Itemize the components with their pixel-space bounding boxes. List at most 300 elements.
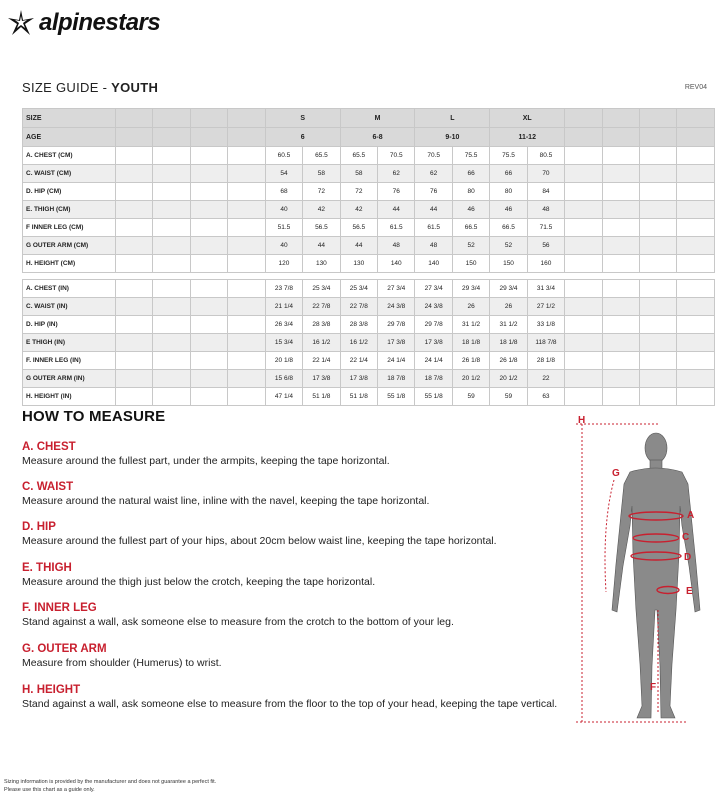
measure-title: A. CHEST [22, 441, 76, 453]
empty-cell [116, 219, 153, 237]
measure-value: 42 [340, 201, 377, 219]
empty-cell [677, 219, 715, 237]
size-header-row-value: S [265, 109, 340, 128]
empty-cell [190, 370, 227, 388]
empty-cell [190, 183, 227, 201]
empty-cell [153, 128, 190, 147]
empty-cell [640, 147, 677, 165]
empty-cell [602, 147, 639, 165]
measure-value: 22 1/4 [303, 352, 340, 370]
measure-item [22, 480, 429, 508]
empty-cell [153, 255, 190, 273]
measure-value: 48 [378, 237, 415, 255]
measure-value: 56 [527, 237, 564, 255]
empty-cell [677, 316, 715, 334]
empty-cell [228, 334, 265, 352]
empty-cell [677, 237, 715, 255]
measure-value: 60.5 [265, 147, 302, 165]
measure-value: 54 [265, 165, 302, 183]
empty-cell [677, 201, 715, 219]
measure-item [22, 642, 222, 670]
empty-cell [116, 109, 153, 128]
measure-item [22, 561, 375, 589]
row-label: F. INNER LEG (IN) [23, 352, 116, 370]
empty-cell [677, 280, 715, 298]
table-row [23, 183, 715, 201]
measure-value: 150 [490, 255, 527, 273]
empty-cell [602, 109, 639, 128]
measure-title: F. INNER LEG [22, 602, 97, 614]
measure-value: 44 [303, 237, 340, 255]
measure-value: 76 [378, 183, 415, 201]
measure-value: 46 [452, 201, 489, 219]
table-row [23, 298, 715, 316]
measure-value: 25 3/4 [303, 280, 340, 298]
measure-value: 66 [452, 165, 489, 183]
measure-value: 20 1/8 [265, 352, 302, 370]
page-title [22, 80, 158, 95]
empty-cell [640, 109, 677, 128]
measure-value: 22 [527, 370, 564, 388]
table-row [23, 316, 715, 334]
row-label: SIZE [23, 109, 116, 128]
empty-cell [565, 298, 602, 316]
empty-cell [228, 237, 265, 255]
measure-description: Stand against a wall, ask someone else to measure from the crotch to the bottom of your leg. [22, 616, 454, 628]
empty-cell [640, 334, 677, 352]
measure-value: 59 [490, 388, 527, 406]
age-header-row-value: 9-10 [415, 128, 490, 147]
empty-cell [602, 298, 639, 316]
empty-cell [190, 128, 227, 147]
measure-value: 160 [527, 255, 564, 273]
label-a: A [687, 510, 695, 521]
table-row [23, 334, 715, 352]
brand-name: alpinestars [39, 9, 161, 36]
empty-cell [565, 219, 602, 237]
measure-value: 76 [415, 183, 452, 201]
size-table-body [23, 109, 715, 406]
empty-cell [565, 147, 602, 165]
measure-value: 55 1/8 [378, 388, 415, 406]
empty-cell [190, 280, 227, 298]
measure-value: 58 [340, 165, 377, 183]
empty-cell [153, 183, 190, 201]
alpinestars-star-logo [6, 8, 36, 38]
measure-value: 26 [490, 298, 527, 316]
measure-value: 28 3/8 [340, 316, 377, 334]
measure-value: 150 [452, 255, 489, 273]
empty-cell [153, 237, 190, 255]
measure-value: 70.5 [415, 147, 452, 165]
measure-value: 22 7/8 [303, 298, 340, 316]
empty-cell [677, 352, 715, 370]
measure-description: Measure around the fullest part, under the armpits, keeping the tape horizontal. [22, 455, 390, 467]
measure-value: 27 1/2 [527, 298, 564, 316]
measure-value: 24 1/4 [378, 352, 415, 370]
empty-cell [190, 237, 227, 255]
revision-code: REV04 [684, 84, 707, 91]
measure-value: 61.5 [415, 219, 452, 237]
empty-cell [565, 201, 602, 219]
table-spacer [23, 273, 715, 280]
measure-value: 26 1/8 [452, 352, 489, 370]
size-table [22, 108, 715, 406]
empty-cell [228, 316, 265, 334]
empty-cell [153, 201, 190, 219]
table-row [23, 280, 715, 298]
label-e: E [686, 586, 693, 597]
measure-value: 16 1/2 [303, 334, 340, 352]
disclaimer-line-1: Sizing information is provided by the manufacturer and does not guarantee a perfect fit. [4, 779, 217, 785]
empty-cell [228, 147, 265, 165]
empty-cell [602, 280, 639, 298]
measure-value: 46 [490, 201, 527, 219]
measure-value: 22 7/8 [340, 298, 377, 316]
measure-title: D. HIP [22, 521, 56, 533]
empty-cell [602, 201, 639, 219]
empty-cell [228, 201, 265, 219]
empty-cell [565, 334, 602, 352]
row-label: D. HIP (CM) [23, 183, 116, 201]
measure-value: 33 1/8 [527, 316, 564, 334]
empty-cell [640, 352, 677, 370]
measure-value: 72 [303, 183, 340, 201]
brand-logo [6, 6, 186, 40]
measure-value: 52 [452, 237, 489, 255]
empty-cell [565, 165, 602, 183]
empty-cell [565, 128, 602, 147]
measure-item [22, 520, 497, 548]
empty-cell [602, 316, 639, 334]
how-to-measure-heading: HOW TO MEASURE [22, 408, 166, 425]
empty-cell [153, 370, 190, 388]
measure-value: 44 [415, 201, 452, 219]
empty-cell [640, 298, 677, 316]
measure-value: 29 7/8 [378, 316, 415, 334]
measure-value: 70 [527, 165, 564, 183]
empty-cell [640, 388, 677, 406]
empty-cell [565, 109, 602, 128]
empty-cell [228, 352, 265, 370]
size-header-row [23, 109, 715, 128]
empty-cell [228, 280, 265, 298]
measure-value: 29 3/4 [452, 280, 489, 298]
measure-value: 48 [415, 237, 452, 255]
size-header-row-value: L [415, 109, 490, 128]
row-label: C. WAIST (CM) [23, 165, 116, 183]
empty-cell [565, 280, 602, 298]
measure-value: 18 7/8 [378, 370, 415, 388]
empty-cell [153, 280, 190, 298]
measure-item [22, 601, 454, 629]
measure-description: Measure from shoulder (Humerus) to wrist. [22, 657, 222, 669]
row-label: E. THIGH (CM) [23, 201, 116, 219]
measure-value: 62 [378, 165, 415, 183]
empty-cell [602, 334, 639, 352]
row-label: H. HEIGHT (IN) [23, 388, 116, 406]
empty-cell [116, 316, 153, 334]
empty-cell [153, 352, 190, 370]
measure-value: 21 1/4 [265, 298, 302, 316]
measure-value: 56.5 [340, 219, 377, 237]
empty-cell [677, 109, 715, 128]
measure-item [22, 440, 390, 468]
empty-cell [116, 201, 153, 219]
measure-value: 71.5 [527, 219, 564, 237]
empty-cell [153, 334, 190, 352]
measure-value: 44 [340, 237, 377, 255]
age-header-row-value: 6 [265, 128, 340, 147]
measure-value: 130 [340, 255, 377, 273]
empty-cell [153, 298, 190, 316]
empty-cell [640, 316, 677, 334]
empty-cell [190, 109, 227, 128]
empty-cell [602, 219, 639, 237]
empty-cell [228, 298, 265, 316]
empty-cell [116, 237, 153, 255]
age-header-row-value: 11-12 [490, 128, 565, 147]
empty-cell [228, 109, 265, 128]
measure-value: 80 [452, 183, 489, 201]
table-row [23, 388, 715, 406]
measure-description: Stand against a wall, ask someone else to measure from the floor to the top of your head, keeping the tape vertical. [22, 698, 558, 710]
empty-cell [677, 165, 715, 183]
measure-description: Measure around the fullest part of your hips, about 20cm below waist line, keeping the tape horizontal. [22, 535, 497, 547]
measure-value: 18 1/8 [490, 334, 527, 352]
measure-value: 42 [303, 201, 340, 219]
empty-cell [116, 388, 153, 406]
measure-value: 15 6/8 [265, 370, 302, 388]
measure-value: 15 3/4 [265, 334, 302, 352]
measure-value: 31 1/2 [490, 316, 527, 334]
empty-cell [228, 165, 265, 183]
empty-cell [565, 316, 602, 334]
body-measurement-figure [568, 414, 718, 732]
empty-cell [640, 370, 677, 388]
measure-value: 48 [527, 201, 564, 219]
measure-value: 66.5 [490, 219, 527, 237]
empty-cell [153, 316, 190, 334]
empty-cell [228, 388, 265, 406]
empty-cell [116, 352, 153, 370]
measure-value: 31 3/4 [527, 280, 564, 298]
empty-cell [640, 255, 677, 273]
empty-cell [116, 128, 153, 147]
row-label: G OUTER ARM (IN) [23, 370, 116, 388]
measure-value: 72 [340, 183, 377, 201]
empty-cell [640, 219, 677, 237]
row-label: C. WAIST (IN) [23, 298, 116, 316]
measure-value: 44 [378, 201, 415, 219]
title-prefix: SIZE GUIDE [22, 80, 99, 95]
row-label: H. HEIGHT (CM) [23, 255, 116, 273]
measure-value: 20 1/2 [490, 370, 527, 388]
measure-value: 27 3/4 [415, 280, 452, 298]
measure-title: E. THIGH [22, 562, 72, 574]
empty-cell [228, 128, 265, 147]
measure-description: Measure around the natural waist line, inline with the navel, keeping the tape horizontal. [22, 495, 430, 507]
row-label: D. HIP (IN) [23, 316, 116, 334]
empty-cell [190, 165, 227, 183]
measure-value: 24 3/8 [415, 298, 452, 316]
measure-value: 58 [303, 165, 340, 183]
empty-cell [116, 147, 153, 165]
size-header-row-value: XL [490, 109, 565, 128]
measure-value: 26 1/8 [490, 352, 527, 370]
measure-value: 80.5 [527, 147, 564, 165]
empty-cell [153, 109, 190, 128]
measure-value: 27 3/4 [378, 280, 415, 298]
row-label: AGE [23, 128, 116, 147]
suit-figure-svg [568, 414, 718, 732]
empty-cell [602, 237, 639, 255]
measure-title: H. HEIGHT [22, 684, 81, 696]
measure-value: 75.5 [452, 147, 489, 165]
empty-cell [677, 388, 715, 406]
empty-cell [190, 352, 227, 370]
measure-value: 140 [415, 255, 452, 273]
measure-value: 26 [452, 298, 489, 316]
empty-cell [190, 334, 227, 352]
empty-cell [190, 316, 227, 334]
measure-value: 17 3/8 [378, 334, 415, 352]
measure-title: C. WAIST [22, 481, 74, 493]
measure-value: 66 [490, 165, 527, 183]
empty-cell [602, 370, 639, 388]
empty-cell [565, 388, 602, 406]
measure-value: 65.5 [340, 147, 377, 165]
measure-value: 26 3/4 [265, 316, 302, 334]
empty-cell [602, 255, 639, 273]
table-row [23, 352, 715, 370]
empty-cell [565, 237, 602, 255]
measure-value: 84 [527, 183, 564, 201]
spacer-cell [23, 273, 715, 280]
empty-cell [565, 255, 602, 273]
empty-cell [640, 183, 677, 201]
empty-cell [116, 334, 153, 352]
empty-cell [565, 183, 602, 201]
empty-cell [228, 255, 265, 273]
measure-value: 63 [527, 388, 564, 406]
empty-cell [640, 280, 677, 298]
empty-cell [677, 147, 715, 165]
measure-value: 59 [452, 388, 489, 406]
table-row [23, 370, 715, 388]
row-label: G OUTER ARM (CM) [23, 237, 116, 255]
empty-cell [677, 334, 715, 352]
empty-cell [602, 352, 639, 370]
empty-cell [677, 183, 715, 201]
empty-cell [602, 183, 639, 201]
measure-value: 55 1/8 [415, 388, 452, 406]
empty-cell [602, 388, 639, 406]
empty-cell [677, 255, 715, 273]
empty-cell [602, 165, 639, 183]
measure-value: 28 1/8 [527, 352, 564, 370]
measure-value: 23 7/8 [265, 280, 302, 298]
title-separator: - [98, 80, 112, 95]
empty-cell [640, 237, 677, 255]
label-g: G [612, 468, 620, 479]
empty-cell [153, 388, 190, 406]
measure-value: 18 1/8 [452, 334, 489, 352]
measure-value: 31 1/2 [452, 316, 489, 334]
measure-value: 56.5 [303, 219, 340, 237]
measure-value: 65.5 [303, 147, 340, 165]
empty-cell [153, 147, 190, 165]
measure-value: 118 7/8 [527, 334, 564, 352]
empty-cell [190, 255, 227, 273]
table-row [23, 237, 715, 255]
empty-cell [228, 219, 265, 237]
empty-cell [565, 370, 602, 388]
disclaimer-line-2: Please use this chart as a guide only. [4, 787, 95, 793]
empty-cell [190, 147, 227, 165]
empty-cell [190, 298, 227, 316]
empty-cell [116, 370, 153, 388]
empty-cell [116, 183, 153, 201]
label-c: C [682, 532, 690, 543]
measure-value: 51 1/8 [303, 388, 340, 406]
empty-cell [677, 370, 715, 388]
disclaimer [4, 778, 216, 794]
measure-value: 16 1/2 [340, 334, 377, 352]
empty-cell [640, 128, 677, 147]
empty-cell [565, 352, 602, 370]
measure-value: 120 [265, 255, 302, 273]
measure-value: 47 1/4 [265, 388, 302, 406]
measure-value: 40 [265, 237, 302, 255]
empty-cell [153, 219, 190, 237]
empty-cell [116, 280, 153, 298]
measure-value: 80 [490, 183, 527, 201]
empty-cell [116, 255, 153, 273]
measure-value: 130 [303, 255, 340, 273]
row-label: E THIGH (IN) [23, 334, 116, 352]
age-header-row-value: 6-8 [340, 128, 415, 147]
measure-value: 40 [265, 201, 302, 219]
row-label: A. CHEST (IN) [23, 280, 116, 298]
measure-value: 29 7/8 [415, 316, 452, 334]
measure-value: 68 [265, 183, 302, 201]
measure-value: 24 3/8 [378, 298, 415, 316]
label-h: H [578, 415, 586, 426]
empty-cell [153, 165, 190, 183]
table-row [23, 201, 715, 219]
measure-value: 75.5 [490, 147, 527, 165]
empty-cell [640, 201, 677, 219]
measure-value: 29 3/4 [490, 280, 527, 298]
measure-value: 20 1/2 [452, 370, 489, 388]
title-suffix: YOUTH [111, 80, 159, 95]
empty-cell [190, 388, 227, 406]
measure-value: 18 7/8 [415, 370, 452, 388]
label-f: F [650, 682, 657, 693]
measure-value: 17 3/8 [303, 370, 340, 388]
measure-value: 28 3/8 [303, 316, 340, 334]
measure-description: Measure around the thigh just below the crotch, keeping the tape horizontal. [22, 576, 376, 588]
table-row [23, 165, 715, 183]
measure-value: 24 1/4 [415, 352, 452, 370]
empty-cell [116, 298, 153, 316]
measure-value: 70.5 [378, 147, 415, 165]
size-header-row-value: M [340, 109, 415, 128]
measure-item [22, 683, 557, 711]
measure-value: 62 [415, 165, 452, 183]
empty-cell [190, 201, 227, 219]
